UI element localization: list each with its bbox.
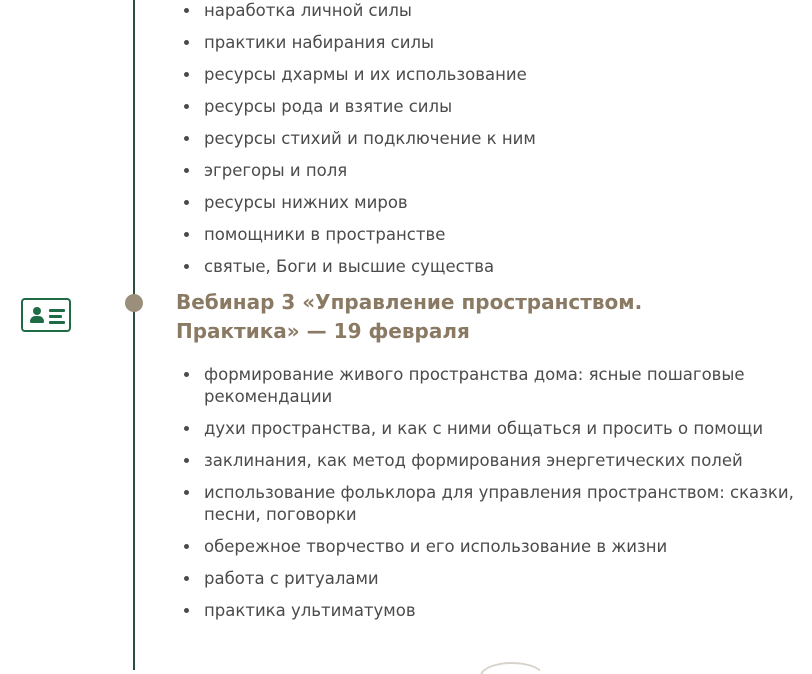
id-card-head [33,307,41,315]
cut-off-decoration [480,662,540,674]
list-item: практика ультиматумов [176,600,796,622]
list-item: наработка личной силы [176,0,796,22]
webinar-2-topics-list [176,0,796,287]
timeline-vertical-line [133,0,135,670]
list-item: святые, Боги и высшие существа [176,256,796,278]
id-card-portrait [30,307,44,323]
list-item: ресурсы дхармы и их использование [176,64,796,86]
list-item: ресурсы нижних миров [176,192,796,214]
cut-off-arc [480,662,540,674]
id-card-icon [21,298,71,332]
list-item: практики набирания силы [176,32,796,54]
list-item: формирование живого пространства дома: ясные пошаговые рекомендации [176,364,796,408]
timeline-dot-icon [125,294,143,312]
list-item: заклинания, как метод формирования энергетических полей [176,450,796,472]
list-item: обережное творчество и его использование в жизни [176,536,796,558]
webinar-3-topics-list [176,364,796,621]
list-item: помощники в пространстве [176,224,796,246]
list-item: работа с ритуалами [176,568,796,590]
webinar-3-section [176,288,796,631]
list-item: эгрегоры и поля [176,160,796,182]
id-card-text-lines [49,309,65,327]
list-item: духи пространства, и как с ними общаться и просить о помощи [176,418,796,440]
list-item: использование фольклора для управления пространством: сказки, песни, поговорки [176,482,796,526]
section-title: Вебинар 3 «Управление пространством. Практика» — 19 февраля [176,290,643,343]
id-card-line-2 [49,315,62,318]
id-card-line-3 [49,321,65,324]
list-item: ресурсы стихий и подключение к ним [176,128,796,150]
list-item: ресурсы рода и взятие силы [176,96,796,118]
id-card-body [30,316,44,323]
id-card-line-1 [49,309,65,312]
